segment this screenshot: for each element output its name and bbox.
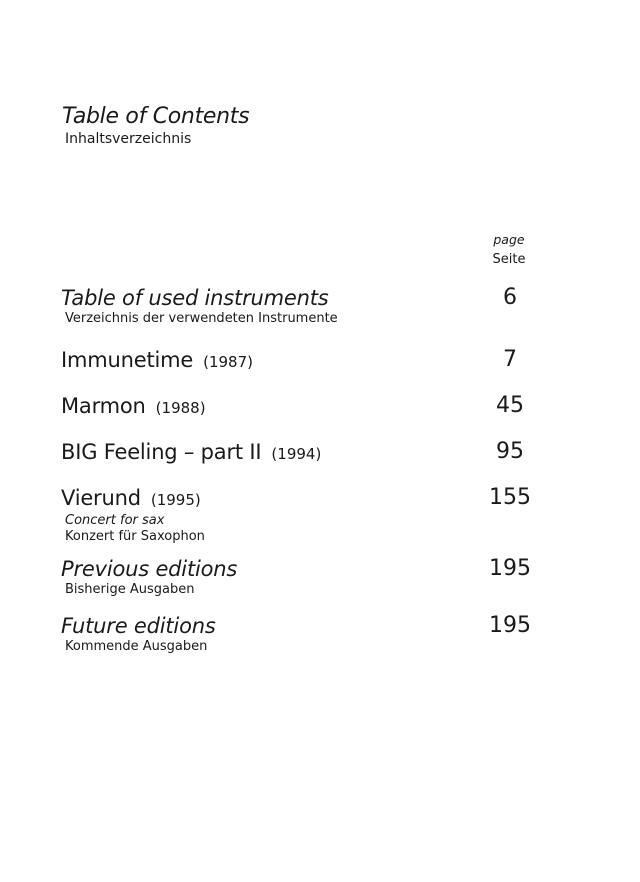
toc-entry-subtitle-italic: Concert for sax <box>65 513 165 528</box>
toc-entry-title-line <box>61 347 541 375</box>
toc-entry-year: (1988) <box>155 399 206 417</box>
toc-entry-big-feeling[interactable] <box>61 439 541 467</box>
toc-entry-instruments[interactable] <box>61 285 541 327</box>
toc-entry-vierund[interactable] <box>61 485 541 545</box>
toc-entry-year: (1987) <box>203 353 253 371</box>
toc-entry-page: 7 <box>503 347 517 372</box>
toc-entry-page: 155 <box>489 485 531 510</box>
toc-entry-immunetime[interactable] <box>61 347 541 375</box>
toc-entry-title-line <box>61 485 541 513</box>
toc-entry-title: Vierund <box>61 486 141 510</box>
toc-entry-title: Table of used instruments <box>61 286 329 310</box>
toc-entry-page: 6 <box>503 285 517 310</box>
toc-entry-year: (1994) <box>271 445 322 463</box>
page-subtitle: Inhaltsverzeichnis <box>65 131 192 147</box>
toc-entry-page: 95 <box>496 439 524 464</box>
toc-entry-page: 195 <box>489 613 531 638</box>
toc-entry-page: 195 <box>489 556 531 581</box>
toc-entry-previous-editions[interactable] <box>61 556 541 598</box>
toc-entry-title: BIG Feeling – part II <box>61 440 262 464</box>
toc-entry-subtitle: Konzert für Saxophon <box>65 529 205 544</box>
toc-entry-title: Immunetime <box>61 348 194 372</box>
toc-entry-title: Future editions <box>61 614 216 638</box>
toc-entry-title: Marmon <box>61 394 146 418</box>
toc-entry-year: (1995) <box>150 491 201 509</box>
toc-entry-title-line <box>61 439 541 467</box>
toc-entry-title: Previous editions <box>61 557 238 581</box>
toc-entry-title-line <box>61 393 541 421</box>
toc-entry-subtitle: Kommende Ausgaben <box>65 639 208 654</box>
page-column-label-de: Seite <box>492 252 526 267</box>
toc-entry-marmon[interactable] <box>61 393 541 421</box>
toc-entry-subtitle: Bisherige Ausgaben <box>65 582 195 597</box>
page-column-label-en: page <box>493 232 525 247</box>
toc-entry-future-editions[interactable] <box>61 613 541 655</box>
page-title: Table of Contents <box>62 104 250 129</box>
toc-entry-page: 45 <box>496 393 524 418</box>
toc-entry-subtitle: Verzeichnis der verwendeten Instrumente <box>65 311 338 326</box>
